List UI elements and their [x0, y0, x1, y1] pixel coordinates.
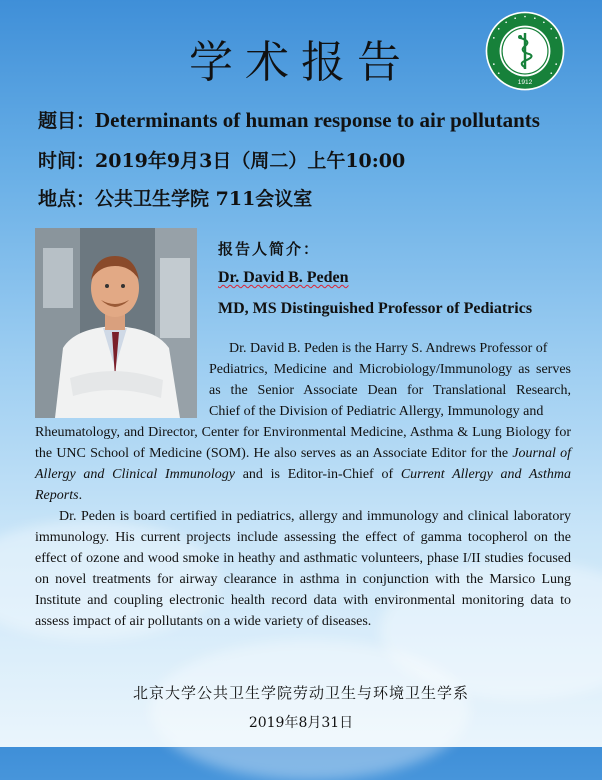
issue-date: 2019年8月31日 — [248, 715, 354, 731]
bio-paragraph-1-top — [209, 338, 571, 422]
speaker-title: MD, MS Distinguished Professor of Pediatrics — [218, 300, 533, 317]
topic-value: Determinants of human response to air pollutants — [95, 108, 540, 132]
place-line — [38, 184, 312, 211]
bio-paragraph-1-rest — [35, 422, 571, 506]
bio-text: and is Editor-in-Chief of — [234, 467, 401, 482]
bio-text: . — [78, 488, 83, 503]
logo-year: 1912 — [517, 78, 533, 86]
page-title: 学术报告 — [189, 37, 413, 88]
speaker-name — [218, 269, 349, 287]
bio-line: Chief of the Division of Pediatric Allergy, Immunology and — [209, 404, 544, 419]
bio-paragraph-2: Dr. Peden is board certified in pediatrics, allergy and immunology and clinical laboratory immunology. His current projects include assessing the effect of gamma tocopherol on the effect of ozone and wood smoke in heathy and asthmatic volunteers, phase I/II studies focused on novel treatments for airway clearance in asthma in conjunction with the Marsico Lung Institute and coupling electronic health record data with environmental monitoring data to assess impact of air pollutants on a wide variety of diseases. — [35, 509, 571, 629]
speaker-photo — [35, 228, 197, 418]
university-logo — [484, 10, 566, 92]
journal-name: Journal of Allergy and Clinical Immunology — [35, 446, 571, 482]
speaker-name-text: Dr. David B. Peden — [218, 269, 349, 286]
topic-line — [38, 106, 540, 133]
bio-line: Dr. David B. Peden is the Harry S. Andrews Professor of — [229, 341, 548, 356]
place-value: 公共卫生学院 711会议室 — [95, 188, 313, 210]
bio-text: Rheumatology, and Director, Center for Environmental Medicine, Asthma & Lung Biology for the UNC School of Medicine (SOM). He also serves as an Associate Editor for the — [35, 425, 571, 461]
bio-line: as the Senior Associate Dean for Translational Research, — [209, 383, 571, 398]
topic-label: 题目： — [38, 110, 96, 132]
speaker-intro-heading: 报告人简介： — [218, 240, 321, 258]
place-label: 地点： — [38, 188, 96, 210]
organizer-department: 北京大学公共卫生学院劳动卫生与环境卫生学系 — [132, 684, 469, 702]
cloud-decoration — [150, 640, 470, 780]
bio-line: Pediatrics, Medicine and Microbiology/Immunology as serves — [209, 362, 571, 377]
journal-name: Current Allergy and Asthma Reports — [35, 467, 571, 503]
time-line — [38, 146, 405, 173]
time-value: 2019年9月3日（周二）上午10:00 — [95, 150, 406, 172]
time-label: 时间： — [38, 150, 96, 172]
